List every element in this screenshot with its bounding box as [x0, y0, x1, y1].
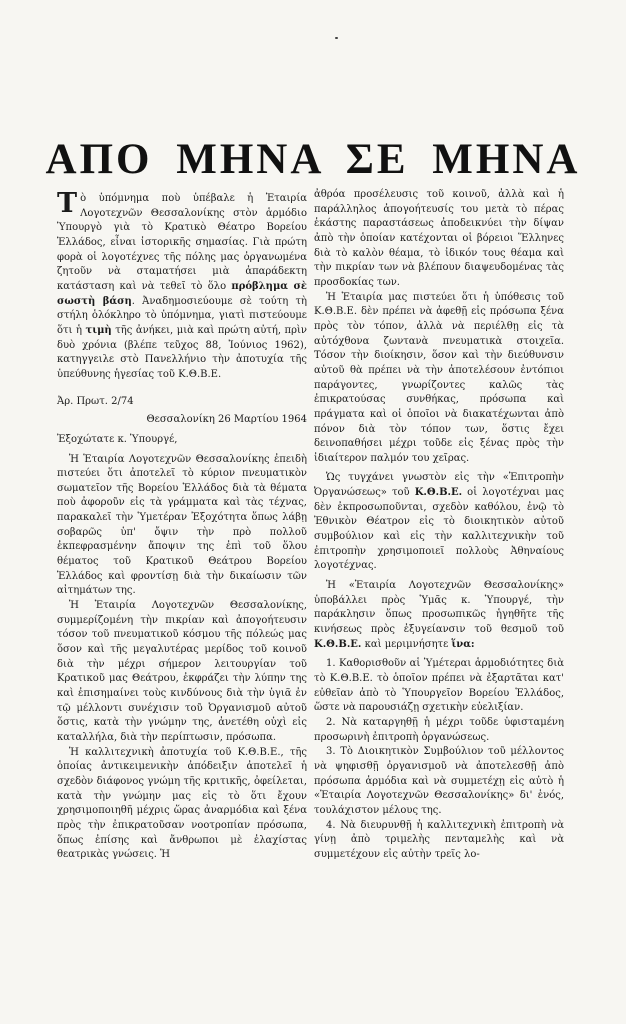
letter-paragraph: Ἡ καλλιτεχνικὴ ἀποτυχία τοῦ Κ.Θ.Β.Ε., τῆς ὁποίας ἀντικειμενικὴν ἀπόδειξιν ἀποτελεῖ ἡ σχεδὸν διάφονος γνώμη τῆς κριτικῆς, ὀφείλεται, κατὰ τὴν γνώμην μας εἰς τὸ ὅτι ἔχουν χρησιμοποιηθῆ μέχρις ὥρας ἀναρμόδια καὶ ξένα πρὸς τὴν ἐπικρατοῦσαν νοοτροπίαν πρόσωπα, ὅπως ἐπίσης καὶ ἄνθρωποι μὲ ἐλαχίστας θεατρικὰς γνώσεις. Ἡ — [57, 746, 307, 861]
para4-text-a: Ἡ «Ἑταιρία Λογοτεχνῶν Θεσσαλονίκης» ὑποβάλλει πρὸς Ὑμᾶς κ. Ὑπουργέ, τὴν παράκλησιν ὅπως προσωπικῶς ἡγηθῆτε τῆς κινήσεως πρὸς ἐξυγείανσιν τοῦ θεσμοῦ τοῦ — [314, 580, 564, 636]
demands-list — [314, 657, 564, 862]
list-item: 3. Τὸ Διοικητικὸν Συμβούλιον τοῦ μέλλοντος νὰ ψηφισθῇ ὀργανισμοῦ νὰ ἀποτελεσθῇ ἀπὸ πρόσωπα ἁρμόδια καὶ νὰ συμμετέχῃ εἰς αὐτὸ ἡ «Ἑταιρία Λογοτεχνῶν Θεσσαλονίκης» δι' ἑνός, τουλάχιστον μέλους της. — [314, 746, 564, 816]
para3-abbrev: Κ.Θ.Β.Ε. — [414, 487, 463, 499]
letter-paragraph: Ἡ Ἑταιρία μας πιστεύει ὅτι ἡ ὑπόθεσις τοῦ Κ.Θ.Β.Ε. δὲν πρέπει νὰ ἀφεθῇ εἰς πρόσωπα ξένα πρὸς τὸν τόπον, ἀλλὰ νὰ περιέλθῃ εἰς τὰ αὐτόχθονα ζωντανὰ πνευματικὰ στοιχεῖα. Τόσον τὴν διοίκησιν, ὅσον καὶ τὴν διεύθυνσιν αὐτοῦ θὰ πρέπει νὰ τὴν ἀποτελέσουν ἐντόπιοι παράγοντες, γνωρίζοντες καλῶς τὰς ἐπικρατούσας συνθήκας, πρόσωπα καὶ πράγματα καὶ οἱ ὁποῖοι νὰ διακατέχωνται ἀπὸ πόνον διὰ τὸν τόπον των, ὅστις ἔχει δεινοπαθήσει μέχρι τοῦδε εἰς ξένας πρὸς τὴν ἰδιαίτερον παλμόν του χεῖρας. — [314, 291, 564, 464]
letter-date: Θεσσαλονίκη 26 Μαρτίου 1964 — [146, 414, 307, 426]
protocol-number: Ἀρ. Πρωτ. 2/74 — [57, 395, 134, 407]
letter-paragraph: ἀθρόα προσέλευσις τοῦ κοινοῦ, ἀλλὰ καὶ ἡ παράλληλος ἀπογοήτευσίς του μετὰ τὸ πέρας ἑκάστης παραστάσεως ἀποδεικνύει τὴν δίψαν ἀπὸ τὴν ὁποίαν κατέχονται οἱ βόρειοι Ἕλληνες διὰ τὸ καλὸν θέαμα, τὸ ἰδικόν τους θέαμα καὶ τὴν πικρίαν των νὰ βλέπουν διαψευδομένας τὰς προσδοκίας των. — [314, 189, 564, 288]
intro-bold-honor: τιμὴ — [85, 324, 112, 336]
left-column — [57, 188, 308, 863]
para3-text-a: Ὡς τυγχάνει γνωστὸν εἰς τὴν «Ἐπιτροπὴν Ὀργανώσεως» τοῦ — [314, 472, 564, 499]
intro-bold-problem: πρόβλημα σὲ σωστὴ βάση — [57, 280, 307, 307]
para4-abbrev: Κ.Θ.Β.Ε. — [314, 638, 362, 650]
intro-paragraph — [57, 188, 308, 383]
salutation: Ἐξοχώτατε κ. Ὑπουργέ, — [57, 433, 178, 445]
para4-bold-ina: ἵνα: — [451, 638, 475, 650]
para4-text-c: καὶ μεριμνήσητε — [361, 638, 452, 650]
right-column — [314, 188, 564, 863]
list-item: 4. Νὰ διευρυνθῇ ἡ καλλιτεχνικὴ ἐπιτροπὴ νὰ γίνῃ ἀπὸ τριμελὴς πενταμελὴς καὶ νὰ συμμετέχουν εἰς αὐτὴν τρεῖς λο- — [314, 819, 564, 860]
intro-text-c: . Ἀναδημοσιεύουμε σὲ τούτη τὴ στήλη ὁλόκληρο τὸ ὑπόμνημα, γιατὶ πιστεύουμε ὅτι ἡ — [57, 295, 308, 336]
intro-text-a: Τὸ ὑπόμνημα ποὺ ὑπέβαλε ἡ Ἑταιρία Λογοτεχνῶν Θεσσαλονίκης στὸν ἁρμόδιο Ὑπουργὸ γιὰ τὸ Κρατικὸ Θέατρο Βορείου Ἑλλάδος, εἶναι ἱστορικῆς σημασίας. Γιὰ πρώτη φορὰ οἱ λογοτέχνες τῆς πόλης μας ὀργανωμένα ζητοῦν νὰ σταματήσει μιὰ ἀπαράδεκτη κατάσταση καὶ νὰ τεθεῖ τὸ ὅλο — [57, 188, 307, 292]
letter-paragraph — [314, 471, 564, 574]
letter-paragraph: Ἡ Ἑταιρία Λογοτεχνῶν Θεσσαλονίκης ἐπειδὴ πιστεύει ὅτι ἀποτελεῖ τὸ κύριον πνευματικὸν σωματεῖον τῆς Βορείου Ἑλλάδος διὰ τὰ θέματα ποὺ ἀφοροῦν εἰς τὰ γράμματα καὶ τὰς τέχνας, παρακαλεῖ τὴν Ὑμετέραν Ἐξοχότητα ὅπως λάβῃ σοβαρῶς ὑπ' ὄψιν τὴν πρὸ πολλοῦ ἐκπεφρασμένην ἄποψιν της ἐπὶ τοῦ ὅλου θέματος τοῦ Κρατικοῦ Θεάτρου Βορείου Ἑλλάδος καὶ φροντίσῃ διὰ τὴν δικαίωσιν τῶν αἰτημάτων της. — [57, 453, 307, 597]
intro-text-d: τῆς ἀνήκει, μιὰ καὶ πρώτη αὐτή, πρὶν δυὸ χρόνια (βλέπε τεῦχος 88, Ἰούνιος 1962), κατηγγειλε στὸ Πανελλήνιο τὴν ἀποτυχία τῆς ὑπεύθυνης ἡγεσίας τοῦ Κ.Θ.Β.Ε. — [57, 324, 307, 380]
para3-text-c: οἱ λογοτέχναι μας δὲν ἐκπροσωποῦνται, σχεδὸν καθόλου, ἐνῷ τὸ Ἐθνικὸν Θέατρον εἰς τὸ διοικητικὸν αὐτοῦ συμβούλιον καὶ εἰς τὴν καλλιτεχνικὴν τοῦ ἐπιτροπὴν χρησιμοποιεῖ πολλοὺς Ἀθηναίους λογοτέχνας. — [314, 487, 564, 572]
letter-paragraph — [314, 579, 564, 652]
print-speck — [335, 37, 338, 39]
letter-paragraph: Ἡ Ἑταιρία Λογοτεχνῶν Θεσσαλονίκης, συμμερίζομένη τὴν πικρίαν καὶ ἀπογοήτευσιν τόσον τοῦ πνευματικοῦ κόσμου τῆς πόλεώς μας ὅσον καὶ τῆς μεγαλυτέρας μερίδος τοῦ κοινοῦ διὰ τὴν μέχρι σήμερον λειτουργίαν τοῦ Κρατικοῦ μας Θεάτρου, ἐκφράζει τὴν λύπην της καὶ ἐπισημαίνει τοὺς κινδύνους διὰ τὴν ὑγιᾶ ἐν τῷ μέλλοντι συνέχισιν τοῦ Ὀργανισμοῦ αὐτοῦ ὅστις, κατὰ τὴν γνώμην της, ἀνετέθη οὐχὶ εἰς καταλλήλα, διὰ τὴν περίπτωσιν, πρόσωπα. — [57, 600, 307, 743]
list-item: 1. Καθορισθοῦν αἱ Ὑμέτεραι ἁρμοδιότητες διὰ τὸ Κ.Θ.Β.Ε. τὸ ὁποῖον πρέπει νὰ ἐξαρτᾶται κατ' εὐθεῖαν ἀπὸ τὸ Ὑπουργεῖον Βορείου Ἑλλάδος, ὥστε νὰ παρουσιάζῃ σχετικὴν εὐελιξίαν. — [314, 658, 564, 714]
page-title: ΑΠΟ ΜΗΝΑ ΣΕ ΜΗΝΑ — [45, 136, 581, 183]
list-item: 2. Νὰ καταργηθῇ ἡ μέχρι τοῦδε ὑφισταμένη προσωρινὴ ἐπιτροπὴ ὀργανώσεως. — [314, 716, 564, 743]
